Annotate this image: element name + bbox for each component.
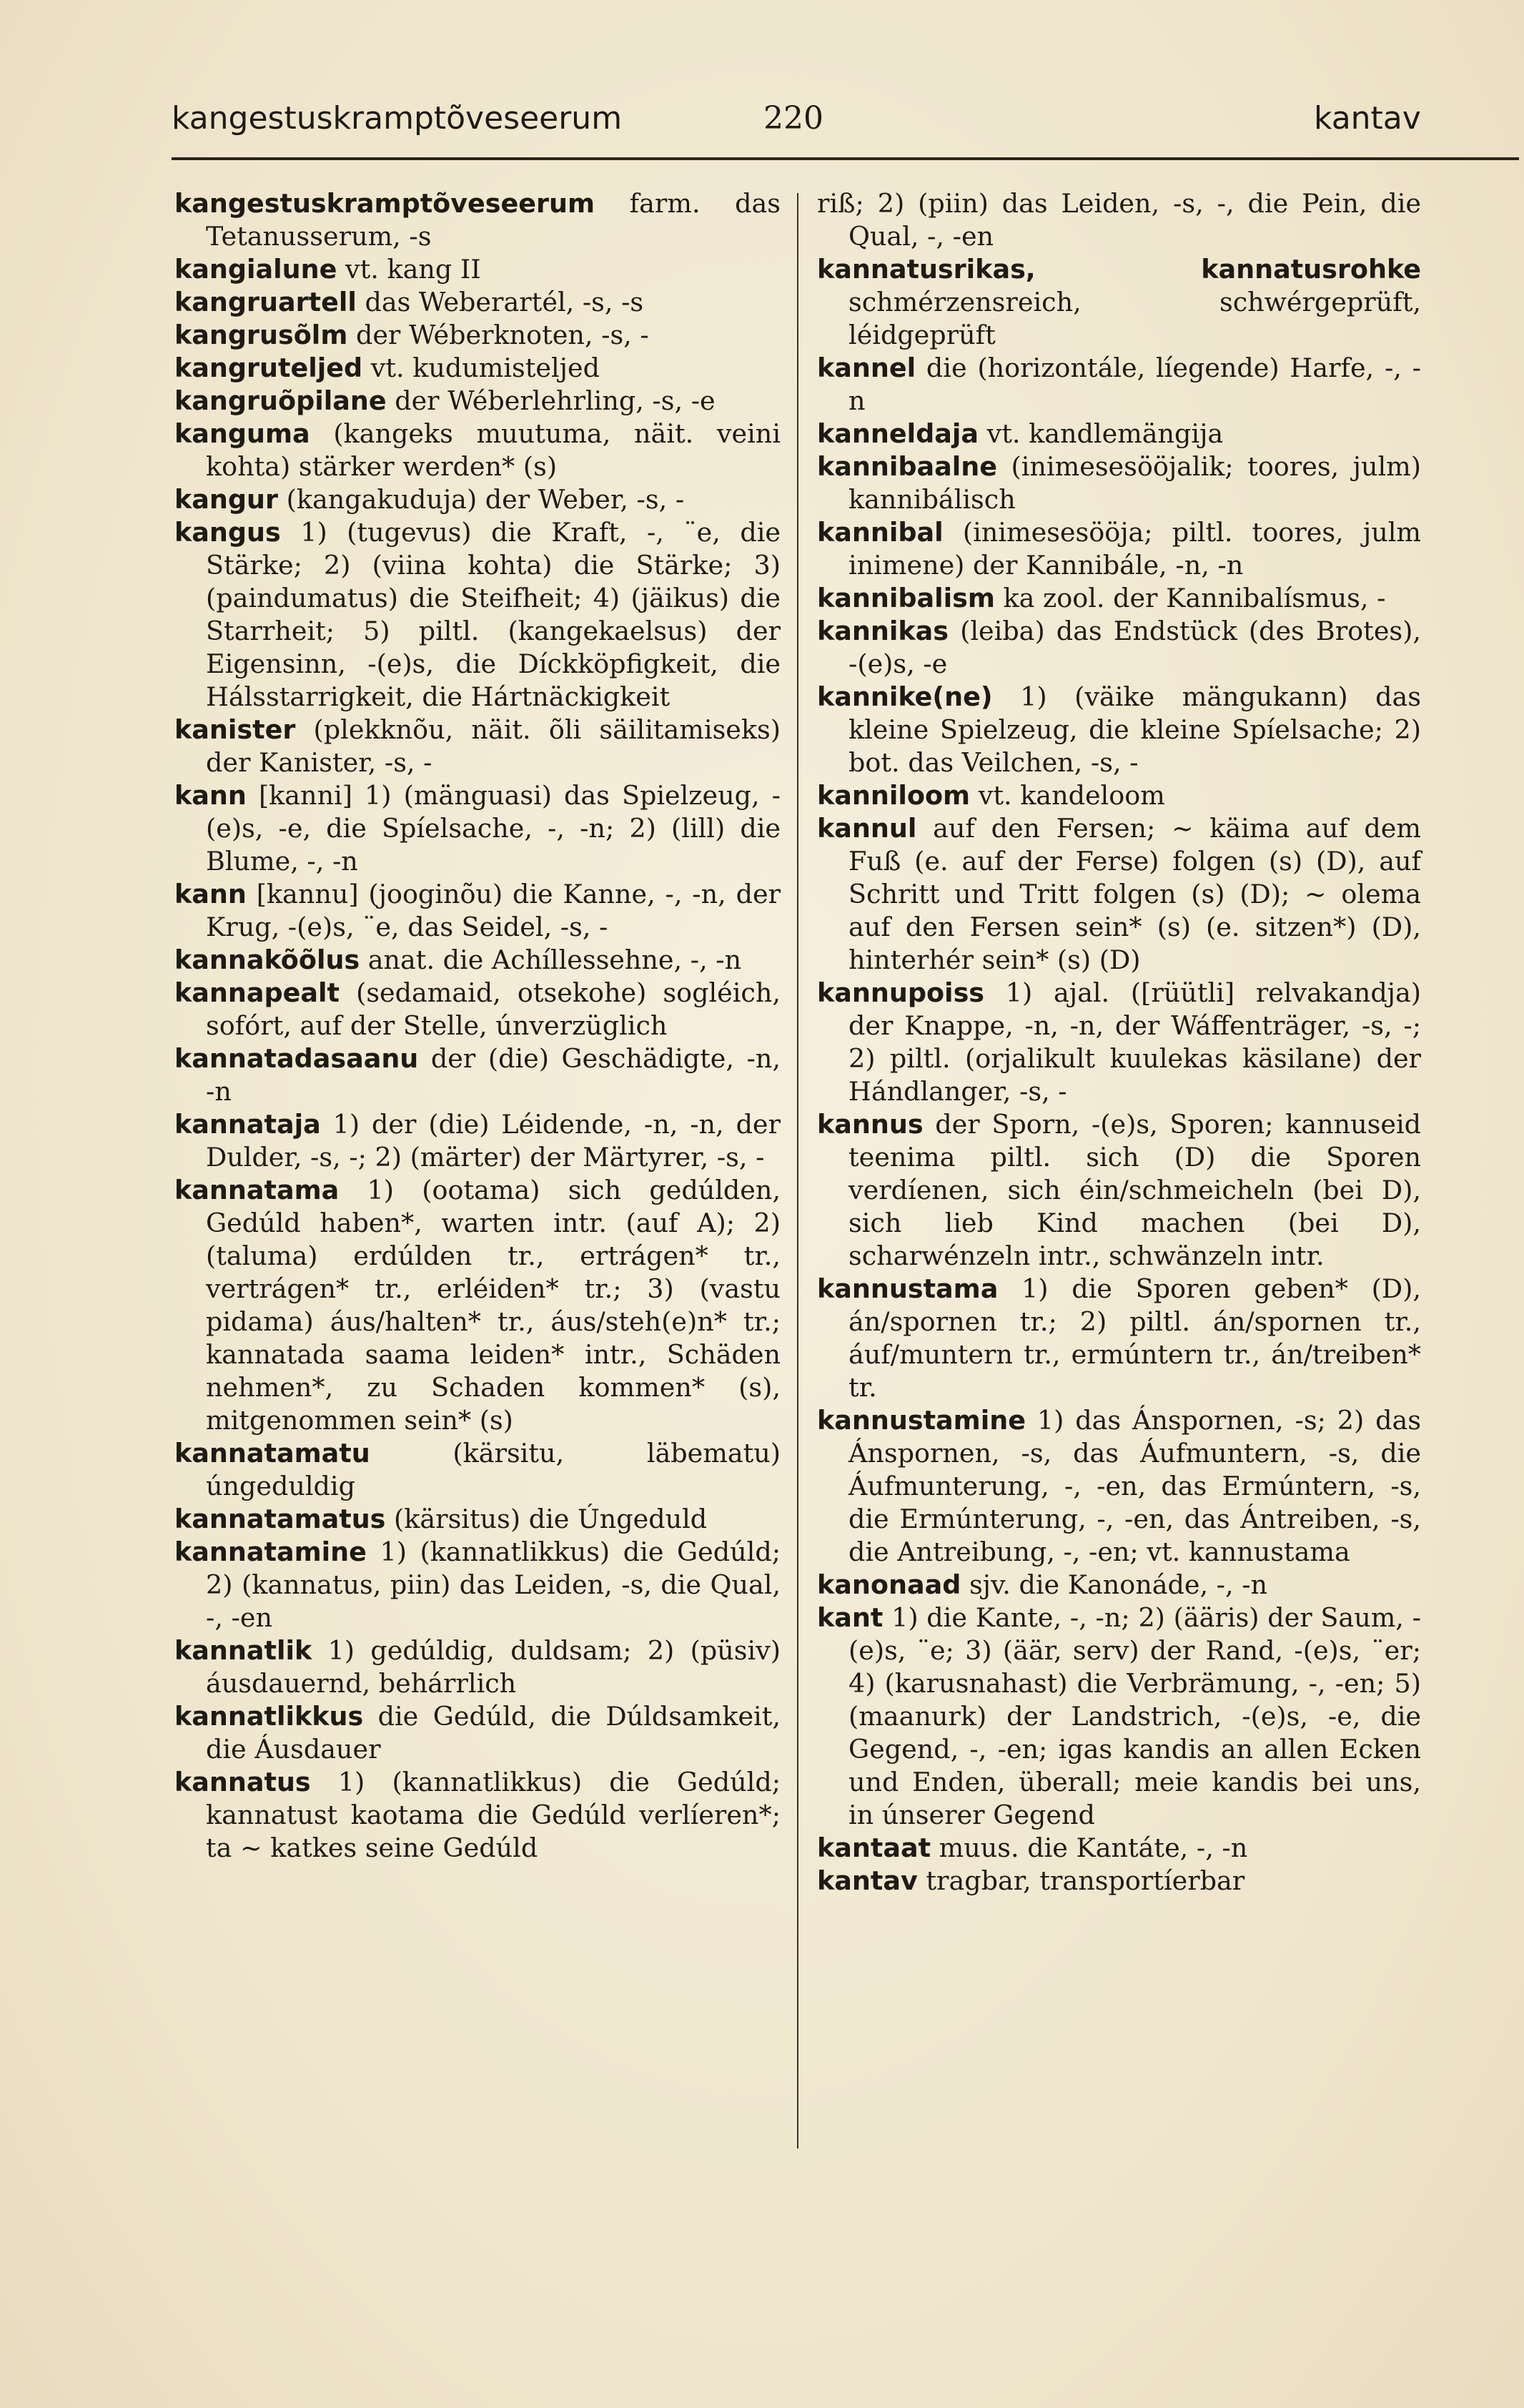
entry-headword: kannul xyxy=(817,813,917,844)
dictionary-entry xyxy=(174,352,781,385)
entry-definition: auf den Fersen; ~ käima auf dem Fuß (e. auf der Ferse) folgen (s) (D), auf Schritt und Tritt folgen (s) (D); ~ olema auf den Fersen sein* (s) (e. sitzen*) (D), hinterhér sein* (s) (D) xyxy=(848,813,1421,975)
entry-headword: kanister xyxy=(174,714,296,745)
dictionary-entry xyxy=(174,483,781,516)
entry-definition: die Gedúld, die Dúldsamkeit, die Áusdauer xyxy=(206,1701,781,1765)
entry-definition: anat. die Achíllessehne, -, -n xyxy=(360,944,742,975)
entry-headword: kannatamatus xyxy=(174,1504,386,1534)
entry-headword: kangrusõlm xyxy=(174,320,348,350)
dictionary-entry xyxy=(817,1865,1421,1898)
entry-definition: (inimesesööjalik; toores, julm) kannibálisch xyxy=(848,451,1421,515)
entry-definition: vt. kang II xyxy=(337,254,481,285)
entry-headword: kangruteljed xyxy=(174,352,363,383)
entry-definition: das Weberartél, -s, -s xyxy=(356,287,644,317)
entry-definition: riß; 2) (piin) das Leiden, -s, -, die Pein, die Qual, -, -en xyxy=(817,188,1421,252)
entry-headword: kangur xyxy=(174,484,279,515)
entry-definition: (kangeks muutuma, näit. veini kohta) stärker werden* (s) xyxy=(206,418,781,482)
dictionary-entry xyxy=(817,1108,1421,1273)
entry-headword: kant xyxy=(817,1602,884,1633)
entry-headword: kannatamine xyxy=(174,1536,367,1567)
entry-headword: kannibalism xyxy=(817,583,995,613)
entry-definition: ka zool. der Kannibalísmus, - xyxy=(994,583,1386,613)
dictionary-entry xyxy=(817,1569,1421,1602)
entry-definition: tragbar, transportíerbar xyxy=(917,1865,1245,1896)
dictionary-entry xyxy=(174,1536,781,1634)
entry-headword: kanniloom xyxy=(817,780,971,811)
entry-definition: 1) (kannatlikkus) die Gedúld; 2) (kannatus, piin) das Leiden, -s, die Qual, -, -en xyxy=(206,1536,781,1633)
dictionary-entry xyxy=(817,681,1421,779)
entry-headword: kannustama xyxy=(817,1273,999,1304)
entry-definition: 1) die Kante, -, -n; 2) (ääris) der Saum, -(e)s, ¨e; 3) (äär, serv) der Rand, -(e)s, ¨er; 4) (karusnahast) die Verbrämung, -, -en; 5) (maanurk) der Landstrich, -(e)s, -e, die Gegend, -, -en; igas kandis an allen Ecken und Enden, überall; meie kandis bei uns, in únserer Gegend xyxy=(848,1602,1421,1830)
entry-headword: kannike(ne) xyxy=(817,681,993,712)
entry-definition: (leiba) das Endstück (des Brotes), -(e)s, -e xyxy=(848,616,1421,679)
dictionary-entry xyxy=(174,1108,781,1174)
dictionary-entry xyxy=(817,1404,1421,1569)
dictionary-entry xyxy=(817,450,1421,516)
entry-definition: (plekknõu, näit. õli säilitamiseks) der Kanister, -s, - xyxy=(206,714,781,778)
entry-headword: kantav xyxy=(817,1865,918,1896)
entry-headword: kanguma xyxy=(174,418,310,449)
dictionary-entry xyxy=(174,779,781,878)
entry-definition: der (die) Geschädigte, -n, -n xyxy=(206,1043,781,1107)
header-rule xyxy=(172,157,1519,160)
entry-headword: kannus xyxy=(817,1109,924,1140)
entry-headword: kangestuskramptõveseerum xyxy=(174,188,595,219)
entry-definition: muus. die Kantáte, -, -n xyxy=(931,1832,1248,1863)
entry-definition: 1) ajal. ([rüütli] relvakandja) der Knappe, -n, -n, der Wáffenträger, -s, -; 2) piltl. (orjalikult kuulekas käsilane) der Hándlanger, -s, - xyxy=(848,977,1421,1107)
entry-headword: kannatadasaanu xyxy=(174,1043,419,1074)
header-last-entry: kantav xyxy=(1314,100,1421,137)
dictionary-entry xyxy=(817,977,1421,1108)
entry-headword: kann xyxy=(174,879,247,909)
dictionary-entry xyxy=(817,812,1421,977)
dictionary-entry xyxy=(174,319,781,352)
dictionary-entry xyxy=(174,385,781,418)
entry-headword: kannatlikkus xyxy=(174,1701,364,1732)
dictionary-entry xyxy=(817,1832,1421,1865)
entry-definition: 1) (kannatlikkus) die Gedúld; kannatust kaotama die Gedúld verlíeren*; ta ~ katkes seine Gedúld xyxy=(206,1767,781,1863)
dictionary-entry xyxy=(174,1503,781,1536)
dictionary-entry xyxy=(817,582,1421,615)
entry-definition: 1) (väike mängukann) das kleine Spielzeug, die kleine Spíelsache; 2) bot. das Veilchen, -s, - xyxy=(848,681,1421,778)
dictionary-entry xyxy=(174,1634,781,1700)
dictionary-entry xyxy=(174,187,781,253)
entry-definition: (kärsitus) die Úngeduld xyxy=(385,1504,708,1534)
dictionary-entry xyxy=(174,286,781,319)
entry-definition: (sedamaid, otsekohe) sogléich, sofórt, auf der Stelle, únverzüglich xyxy=(206,977,781,1041)
entry-headword: kannataja xyxy=(174,1109,321,1140)
entry-headword: kannapealt xyxy=(174,977,340,1008)
dictionary-entry xyxy=(817,352,1421,418)
entry-definition: die (horizontále, líegende) Harfe, -, -n xyxy=(848,352,1421,416)
page-number: 220 xyxy=(763,100,823,137)
entry-definition: (kangakuduja) der Weber, -s, - xyxy=(278,484,685,515)
entry-definition: 1) (ootama) sich gedúlden, Gedúld haben*, warten intr. (auf A); 2) (taluma) erdúlden tr., ertrágen* tr., vertrágen* tr., erléiden* tr.; 3) (vastu pidama) áus/halten* tr., áus/steh(e)n* tr.; kannatada saama leiden* intr., Schäden nehmen*, zu Schaden kommen* (s), mitgenommen sein* (s) xyxy=(206,1175,781,1436)
dictionary-entry xyxy=(817,516,1421,582)
entry-headword: kannatamatu xyxy=(174,1438,370,1469)
entry-headword: kangruõpilane xyxy=(174,385,387,416)
entry-definition: 1) die Sporen geben* (D), án/spornen tr.; 2) piltl. án/spornen tr., áuf/muntern tr., ermúntern tr., án/treiben* tr. xyxy=(848,1273,1421,1403)
dictionary-entry xyxy=(174,1700,781,1766)
entry-headword: kannakõõlus xyxy=(174,944,360,975)
dictionary-entry xyxy=(817,1273,1421,1404)
entry-definition: farm. das Tetanusserum, -s xyxy=(206,188,781,252)
page-header xyxy=(172,100,1524,150)
entry-headword: kannibaalne xyxy=(817,451,998,482)
right-column xyxy=(817,187,1421,1898)
left-column xyxy=(174,187,781,1865)
entry-headword: kannatama xyxy=(174,1175,340,1205)
column-divider xyxy=(797,193,798,2148)
entry-definition: (kärsitu, läbematu) úngeduldig xyxy=(206,1438,781,1501)
dictionary-entry xyxy=(174,516,781,714)
entry-definition: [kanni] 1) (mänguasi) das Spielzeug, -(e)s, -e, die Spíelsache, -, -n; 2) (lill) die Blume, -, -n xyxy=(206,780,781,877)
entry-headword: kantaat xyxy=(817,1832,931,1863)
entry-definition: sjv. die Kanonáde, -, -n xyxy=(961,1569,1268,1600)
dictionary-entry xyxy=(174,1042,781,1108)
entry-definition: vt. kudumisteljed xyxy=(362,352,600,383)
dictionary-entry xyxy=(174,714,781,779)
entry-headword: kangus xyxy=(174,517,281,548)
entry-definition: der Sporn, -(e)s, Sporen; kannuseid teenima piltl. sich (D) die Sporen verdíenen, sich éin/schmeicheln (bei D), sich lieb Kind machen (bei D), scharwénzeln intr., schwänzeln intr. xyxy=(848,1109,1421,1271)
entry-headword: kannatlik xyxy=(174,1635,312,1666)
dictionary-entry xyxy=(174,1437,781,1503)
entry-headword: kannupoiss xyxy=(817,977,985,1008)
entry-definition: vt. kandlemängija xyxy=(979,418,1224,449)
dictionary-entry xyxy=(817,418,1421,450)
entry-headword: kangialune xyxy=(174,254,337,285)
entry-headword: kannustamine xyxy=(817,1405,1026,1436)
dictionary-entry xyxy=(174,418,781,483)
dictionary-entry xyxy=(174,977,781,1042)
entry-definition: der Wéberlehrling, -s, -e xyxy=(386,385,716,416)
entry-definition: 1) (tugevus) die Kraft, -, ¨e, die Stärke; 2) (viina kohta) die Stärke; 3) (paindumatus) die Steifheit; 4) (jäikus) die Starrheit; 5) piltl. (kangekaelsus) der Eigensinn, -(e)s, die Díckköpfigkeit, die Hálsstarrigkeit, die Hártnäckigkeit xyxy=(206,517,781,712)
header-first-entry: kangestuskramptõveseerum xyxy=(172,100,623,137)
entry-headword: kannatus xyxy=(174,1767,311,1797)
entry-headword: kanneldaja xyxy=(817,418,979,449)
dictionary-entry xyxy=(817,1602,1421,1832)
entry-definition: 1) das Ánspornen, -s; 2) das Ánspornen, -s, das Áufmuntern, -s, die Áufmunterung, -, -en, das Ermúntern, -s, die Ermúnterung, -, -en, das Ántreiben, -s, die Antreibung, -, -en; vt. kannustama xyxy=(848,1405,1421,1567)
entry-definition: 1) gedúldig, duldsam; 2) (püsiv) áusdauernd, behárrlich xyxy=(206,1635,781,1699)
entry-definition: vt. kandeloom xyxy=(970,780,1165,811)
dictionary-entry xyxy=(174,878,781,944)
dictionary-entry xyxy=(817,779,1421,812)
entry-definition: 1) der (die) Léidende, -n, -n, der Dulder, -s, -; 2) (märter) der Märtyrer, -s, - xyxy=(206,1109,781,1173)
entry-definition: (inimesesööja; piltl. toores, julm inimene) der Kannibále, -n, -n xyxy=(848,517,1421,581)
entry-headword: kannikas xyxy=(817,616,949,646)
entry-headword: kannel xyxy=(817,352,916,383)
dictionary-entry xyxy=(174,253,781,286)
dictionary-entry xyxy=(174,944,781,977)
entry-headword: kann xyxy=(174,780,247,811)
dictionary-entry xyxy=(817,615,1421,681)
entry-headword: kannatusrikas, kannatusrohke xyxy=(817,254,1421,285)
entry-headword: kanonaad xyxy=(817,1569,961,1600)
dictionary-entry xyxy=(174,1766,781,1865)
entry-definition: [kannu] (jooginõu) die Kanne, -, -n, der Krug, -(e)s, ¨e, das Seidel, -s, - xyxy=(206,879,781,942)
dictionary-entry xyxy=(174,1174,781,1437)
entry-definition: der Wéberknoten, -s, - xyxy=(347,320,649,350)
entry-definition: schmérzensreich, schwérgeprüft, léidgeprüft xyxy=(848,287,1421,350)
entry-headword: kangruartell xyxy=(174,287,357,317)
entry-headword: kannibal xyxy=(817,517,944,548)
dictionary-entry xyxy=(817,253,1421,352)
dictionary-entry xyxy=(817,187,1421,253)
